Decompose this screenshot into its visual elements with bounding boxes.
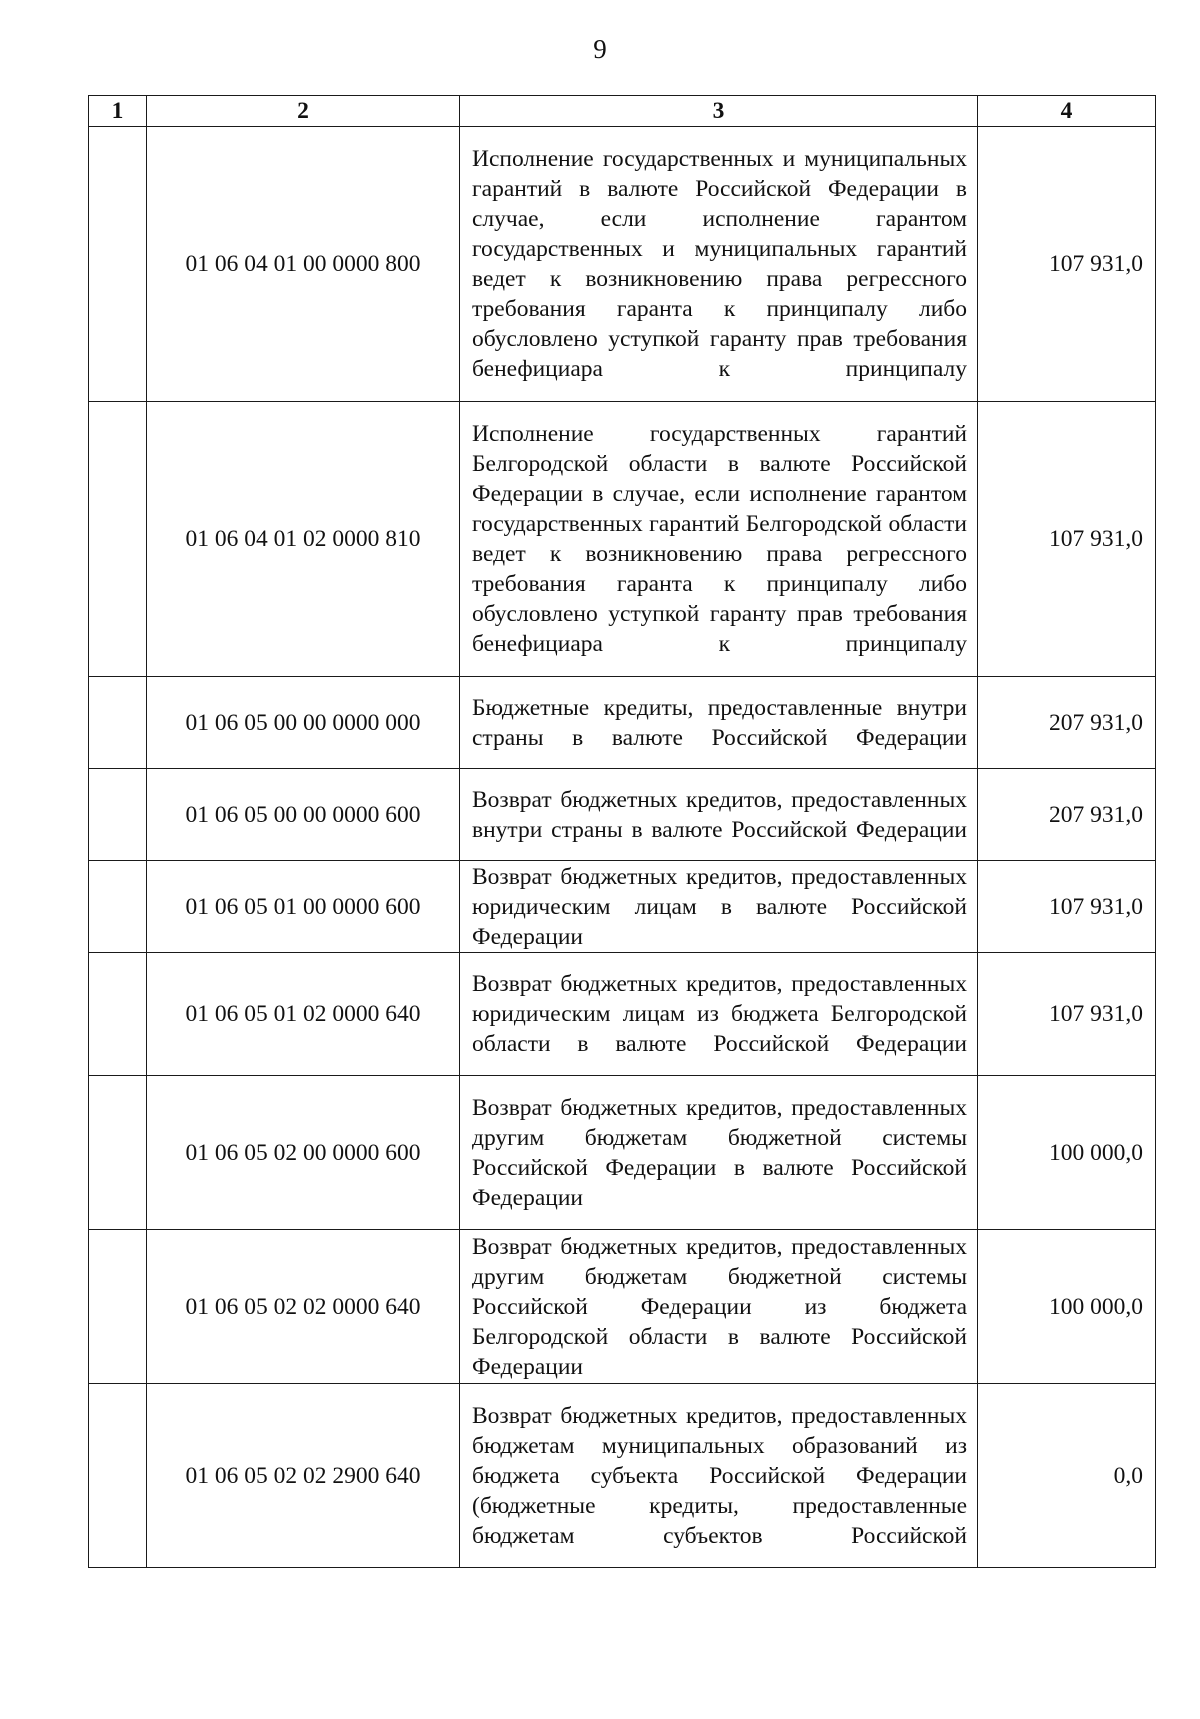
budget-sources-table — [88, 95, 1156, 1568]
classification-code: 01 06 05 02 02 0000 640 — [147, 1230, 460, 1384]
row-number-cell — [89, 1076, 147, 1230]
column-header-2: 2 — [147, 96, 460, 127]
table-row — [89, 953, 1156, 1076]
source-description: Возврат бюджетных кредитов, предоставленных юридическим лицам из бюджета Белгородской области в валюте Российской Федерации — [460, 953, 978, 1076]
table-row — [89, 1384, 1156, 1568]
row-number-cell — [89, 1384, 147, 1568]
classification-code: 01 06 04 01 00 0000 800 — [147, 127, 460, 402]
source-description: Возврат бюджетных кредитов, предоставленных другим бюджетам бюджетной системы Российской Федерации в валюте Российской Федерации — [460, 1076, 978, 1230]
source-description: Возврат бюджетных кредитов, предоставленных другим бюджетам бюджетной системы Российской Федерации из бюджета Белгородской области в валюте Российской Федерации — [460, 1230, 978, 1384]
classification-code: 01 06 05 01 00 0000 600 — [147, 861, 460, 953]
column-header-1: 1 — [89, 96, 147, 127]
amount: 207 931,0 — [978, 769, 1156, 861]
source-description: Возврат бюджетных кредитов, предоставленных внутри страны в валюте Российской Федерации — [460, 769, 978, 861]
table-row — [89, 861, 1156, 953]
table-row — [89, 402, 1156, 677]
table-header-row — [89, 96, 1156, 127]
classification-code: 01 06 05 01 02 0000 640 — [147, 953, 460, 1076]
amount: 207 931,0 — [978, 677, 1156, 769]
amount: 100 000,0 — [978, 1230, 1156, 1384]
amount: 107 931,0 — [978, 861, 1156, 953]
table-row — [89, 1076, 1156, 1230]
column-header-3: 3 — [460, 96, 978, 127]
amount: 107 931,0 — [978, 953, 1156, 1076]
source-description: Исполнение государственных и муниципальных гарантий в валюте Российской Федерации в случае, если исполнение гарантом государственных и муниципальных гарантий ведет к возникновению права регрессного требования гаранта к принципалу либо обусловлено уступкой гаранту прав требования бенефициара к принципалу — [460, 127, 978, 402]
table-row — [89, 1230, 1156, 1384]
column-header-4: 4 — [978, 96, 1156, 127]
table-row — [89, 127, 1156, 402]
page-number: 9 — [593, 34, 607, 64]
amount: 107 931,0 — [978, 127, 1156, 402]
amount: 107 931,0 — [978, 402, 1156, 677]
source-description: Возврат бюджетных кредитов, предоставленных бюджетам муниципальных образований из бюджета субъекта Российской Федерации (бюджетные кредиты, предоставленные бюджетам субъектов Российской — [460, 1384, 978, 1568]
classification-code: 01 06 05 02 00 0000 600 — [147, 1076, 460, 1230]
classification-code: 01 06 05 00 00 0000 600 — [147, 769, 460, 861]
row-number-cell — [89, 861, 147, 953]
classification-code: 01 06 05 00 00 0000 000 — [147, 677, 460, 769]
row-number-cell — [89, 402, 147, 677]
classification-code: 01 06 04 01 02 0000 810 — [147, 402, 460, 677]
amount: 100 000,0 — [978, 1076, 1156, 1230]
table-row — [89, 677, 1156, 769]
row-number-cell — [89, 769, 147, 861]
row-number-cell — [89, 677, 147, 769]
source-description: Исполнение государственных гарантий Белгородской области в валюте Российской Федерации в случае, если исполнение гарантом государственных гарантий Белгородской области ведет к возникновению права регрессного требования гаранта к принципалу либо обусловлено уступкой гаранту прав требования бенефициара к принципалу — [460, 402, 978, 677]
table-row — [89, 769, 1156, 861]
row-number-cell — [89, 953, 147, 1076]
row-number-cell — [89, 1230, 147, 1384]
classification-code: 01 06 05 02 02 2900 640 — [147, 1384, 460, 1568]
source-description: Бюджетные кредиты, предоставленные внутри страны в валюте Российской Федерации — [460, 677, 978, 769]
row-number-cell — [89, 127, 147, 402]
amount: 0,0 — [978, 1384, 1156, 1568]
source-description: Возврат бюджетных кредитов, предоставленных юридическим лицам в валюте Российской Федерации — [460, 861, 978, 953]
